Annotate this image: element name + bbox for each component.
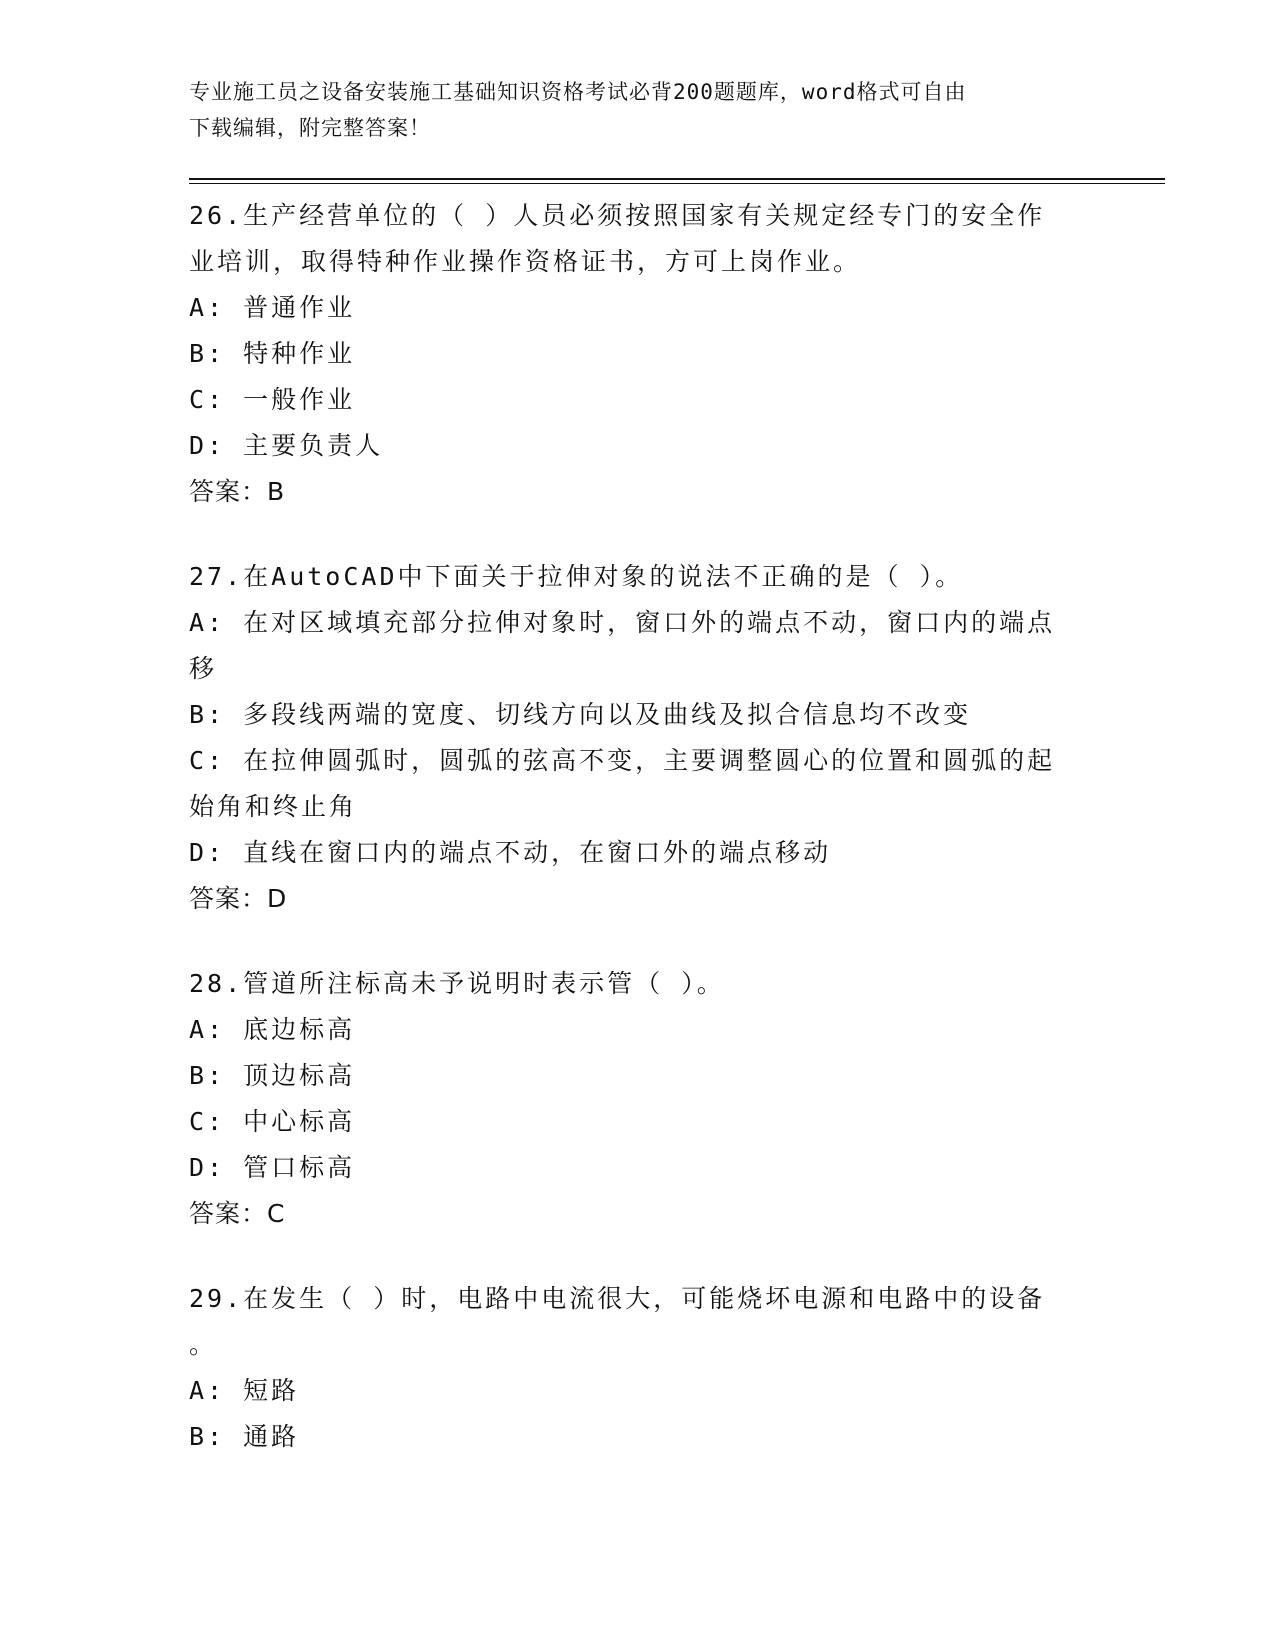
option-b: B: 顶边标高 xyxy=(189,1061,356,1090)
option-a: A: 底边标高 xyxy=(189,1015,356,1044)
answer-line: 答案：B xyxy=(189,477,286,506)
answer-line: 答案：C xyxy=(189,1199,286,1228)
question-stem-line: 29.在发生（ ）时，电路中电流很大，可能烧坏电源和电路中的设备 xyxy=(189,1284,1046,1313)
question-item xyxy=(189,1276,1089,1460)
option-c-continued: 始角和终止角 xyxy=(189,792,358,821)
option-c: C: 在拉伸圆弧时，圆弧的弦高不变，主要调整圆心的位置和圆弧的起 xyxy=(189,746,1056,775)
question-stem-line: 26.生产经营单位的（ ）人员必须按照国家有关规定经专门的安全作 xyxy=(189,201,1046,230)
header-divider-thick xyxy=(189,178,1165,180)
option-b: B: 特种作业 xyxy=(189,339,356,368)
option-d: D: 管口标高 xyxy=(189,1153,356,1182)
question-item xyxy=(189,554,1089,922)
question-stem-line: 业培训，取得特种作业操作资格证书，方可上岗作业。 xyxy=(189,247,862,276)
header-line-1: 专业施工员之设备安装施工基础知识资格考试必背200题题库，word格式可自由 xyxy=(189,80,967,104)
question-stem-line: 27.在AutoCAD中下面关于拉伸对象的说法不正确的是（ ）。 xyxy=(189,562,964,591)
question-item xyxy=(189,961,1089,1237)
option-a-continued: 移 xyxy=(189,654,218,683)
header-line-2: 下载编辑，附完整答案！ xyxy=(189,116,431,140)
question-stem-line: 。 xyxy=(189,1330,218,1359)
option-d: D: 直线在窗口内的端点不动，在窗口外的端点移动 xyxy=(189,838,832,867)
option-a: A: 短路 xyxy=(189,1376,300,1405)
header-divider-thin xyxy=(189,183,1165,184)
question-stem-line: 28.管道所注标高未予说明时表示管（ ）。 xyxy=(189,969,725,998)
option-b: B: 多段线两端的宽度、切线方向以及曲线及拟合信息均不改变 xyxy=(189,700,972,729)
option-a: A: 在对区域填充部分拉伸对象时，窗口外的端点不动，窗口内的端点 xyxy=(189,608,1056,637)
option-a: A: 普通作业 xyxy=(189,293,356,322)
document-header xyxy=(189,74,1069,146)
option-d: D: 主要负责人 xyxy=(189,431,384,460)
option-c: C: 中心标高 xyxy=(189,1107,356,1136)
question-item xyxy=(189,193,1089,515)
answer-line: 答案：D xyxy=(189,884,288,913)
option-b: B: 通路 xyxy=(189,1422,300,1451)
option-c: C: 一般作业 xyxy=(189,385,356,414)
question-list xyxy=(189,193,1089,1499)
